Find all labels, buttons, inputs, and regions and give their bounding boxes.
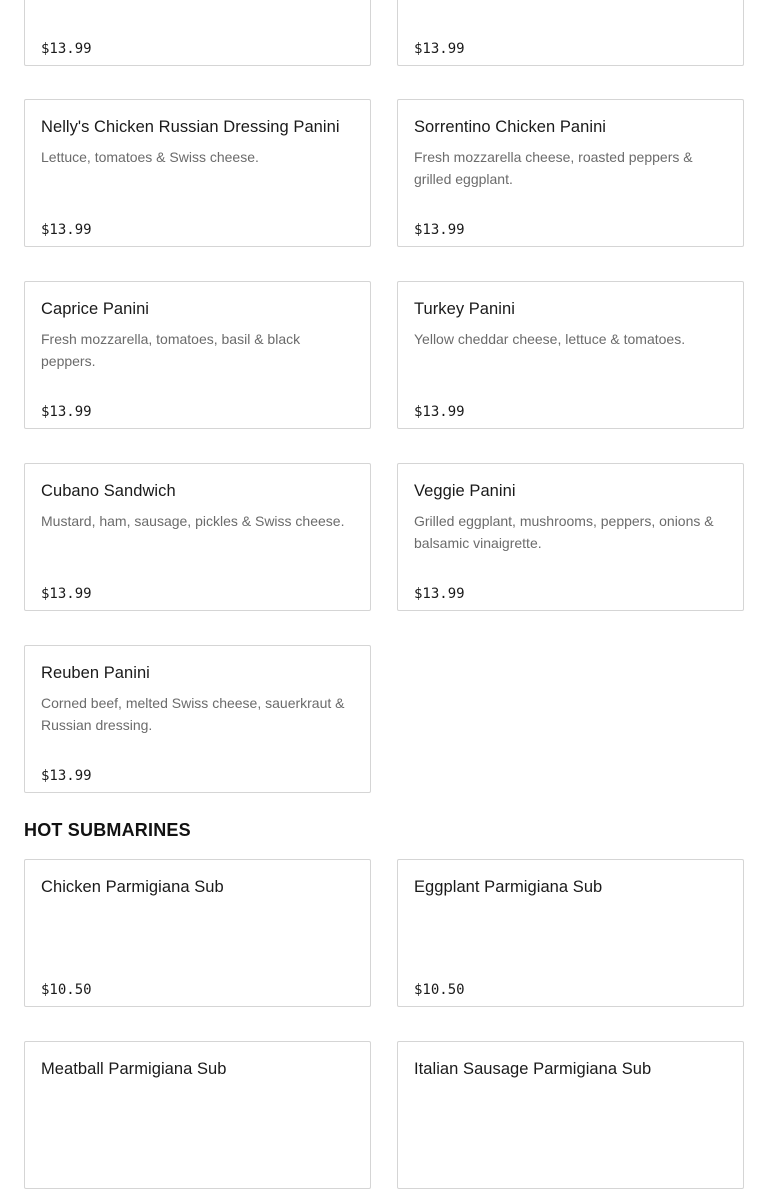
item-price: $13.99 (414, 222, 465, 238)
menu-item-card[interactable] (397, 859, 744, 1007)
menu-item-card[interactable] (24, 1041, 371, 1189)
item-name: Nelly's Chicken Russian Dressing Panini (41, 118, 340, 136)
item-name: Turkey Panini (414, 300, 515, 318)
item-name: Sorrentino Chicken Panini (414, 118, 607, 136)
item-price: $13.99 (414, 586, 465, 602)
item-name: Eggplant Parmigiana Sub (414, 878, 603, 896)
item-name: Cubano Sandwich (41, 482, 176, 500)
item-description: Fresh mozzarella, tomatoes, basil & black peppers. (41, 331, 301, 369)
item-description: Corned beef, melted Swiss cheese, sauerkraut & Russian dressing. (41, 695, 345, 733)
item-price: $13.99 (414, 41, 465, 57)
item-price: $13.99 (41, 41, 92, 57)
item-description: Yellow cheddar cheese, lettuce & tomatoes. (414, 331, 686, 347)
item-price: $10.50 (41, 982, 92, 998)
menu-item-card[interactable] (24, 0, 371, 66)
menu-item-card[interactable] (24, 645, 371, 793)
item-description: Mustard, ham, sausage, pickles & Swiss cheese. (41, 513, 345, 529)
menu-item-card[interactable] (397, 463, 744, 611)
menu-item-card[interactable] (24, 281, 371, 429)
item-name: Veggie Panini (414, 482, 516, 500)
item-price: $10.50 (414, 982, 465, 998)
menu-item-card[interactable] (397, 1041, 744, 1189)
menu-item-card[interactable] (24, 99, 371, 247)
item-name: Chicken Parmigiana Sub (41, 878, 224, 896)
item-description: Grilled eggplant, mushrooms, peppers, onions & balsamic vinaigrette. (414, 513, 714, 551)
menu-item-card[interactable] (397, 0, 744, 66)
item-description: Lettuce, tomatoes & Swiss cheese. (41, 149, 259, 165)
item-price: $13.99 (41, 222, 92, 238)
item-name: Reuben Panini (41, 664, 150, 682)
item-price: $13.99 (41, 586, 92, 602)
item-name: Italian Sausage Parmigiana Sub (414, 1060, 652, 1078)
item-price: $13.99 (414, 404, 465, 420)
item-name: Caprice Panini (41, 300, 150, 318)
item-price: $13.99 (41, 404, 92, 420)
item-description: Fresh mozzarella cheese, roasted peppers & grilled eggplant. (414, 149, 693, 187)
item-price: $13.99 (41, 768, 92, 784)
menu-item-card[interactable] (24, 859, 371, 1007)
item-name: Meatball Parmigiana Sub (41, 1060, 227, 1078)
menu-item-card[interactable] (24, 463, 371, 611)
menu-item-card[interactable] (397, 99, 744, 247)
section-title-hot-submarines: HOT SUBMARINES (24, 820, 191, 840)
menu-item-card[interactable] (397, 281, 744, 429)
